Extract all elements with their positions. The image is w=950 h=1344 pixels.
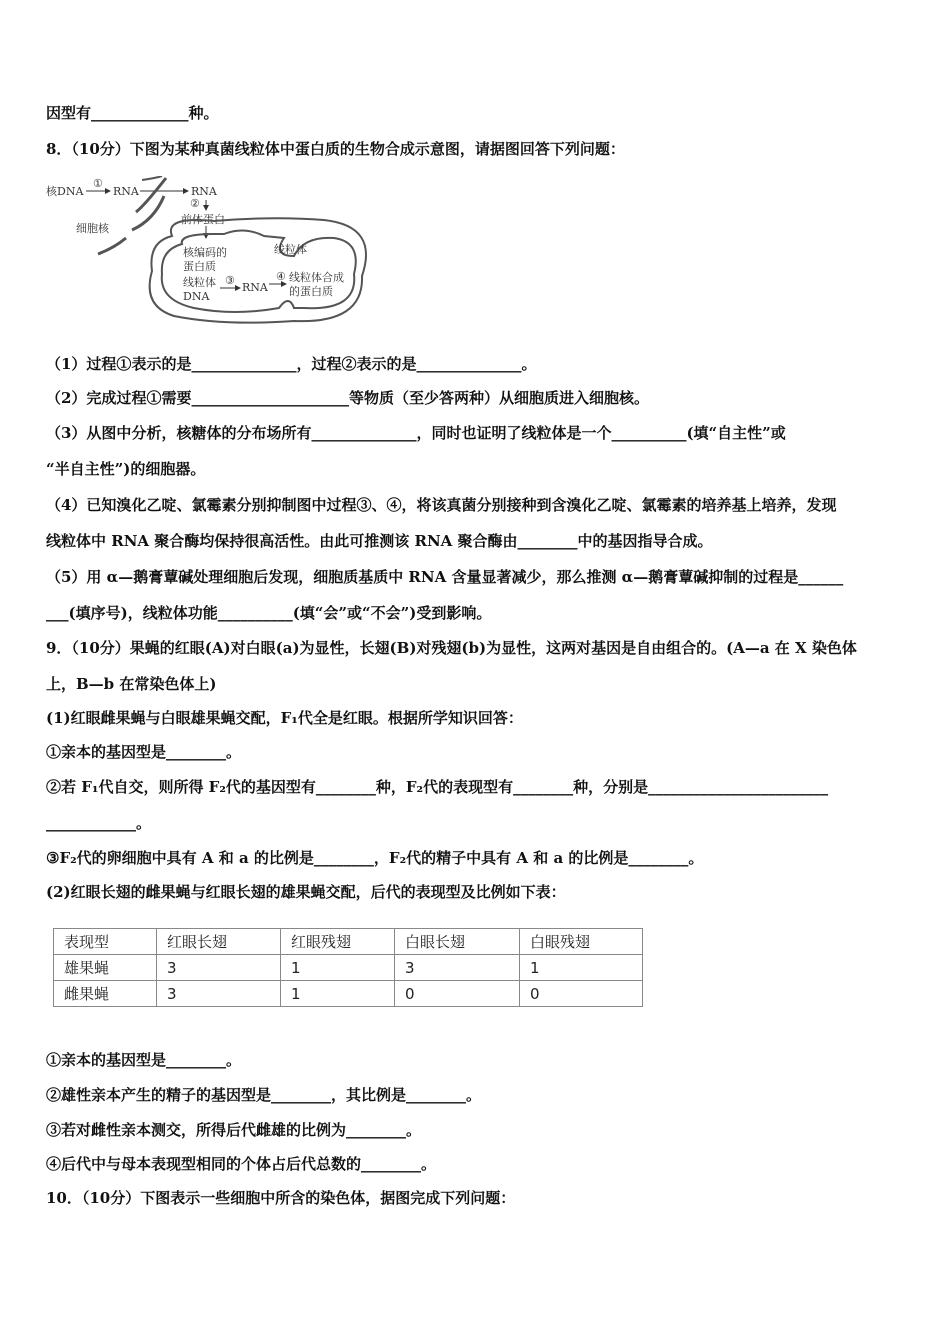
label-nuclear-encoded-2: 蛋白质: [183, 260, 216, 273]
q9-part1-item2: ②若 F₁代自交，则所得 F₂代的基因型有________种，F₂代的表现型有________种，分别是________________________: [46, 778, 829, 796]
q8-part3: （3）从图中分析，核糖体的分布场所有______________，同时也证明了线粒体是一个__________(填“自主性”或: [46, 424, 786, 442]
q9-part2-item2: ②雄性亲本产生的精子的基因型是________，其比例是________。: [46, 1086, 482, 1104]
label-nucleus: 细胞核: [76, 222, 109, 235]
table-cell: 1: [281, 981, 395, 1007]
q9-part1-item3: ③F₂代的卵细胞中具有 A 和 a 的比例是________，F₂代的精子中具有 A 和 a 的比例是________。: [46, 849, 704, 867]
label-nuclear-dna: 核DNA: [46, 185, 84, 198]
nuclear-envelope-arc-1: [136, 178, 166, 212]
q9-part2: (2)红眼长翅的雌果蝇与红眼长翅的雄果蝇交配，后代的表现型及比例如下表：: [46, 883, 566, 901]
nuclear-envelope-top: [142, 176, 162, 180]
table-row: [54, 955, 643, 981]
table-cell: 雌果蝇: [54, 981, 157, 1007]
question-8-heading: 8．（10分）下图为某种真菌线粒体中蛋白质的生物合成示意图，请据图回答下列问题：: [46, 140, 625, 158]
table-row: [54, 981, 643, 1007]
q8-part4: （4）已知溴化乙啶、氯霉素分别抑制图中过程③、④，将该真菌分别接种到含溴化乙啶、氯霉素的培养基上培养，发现: [46, 496, 837, 514]
label-rna-1: RNA: [113, 185, 139, 198]
question-9-heading: 9．（10分）果蝇的红眼(A)对白眼(a)为显性，长翅(B)对残翅(b)为显性，这两对基因是自由组合的。(A—a 在 X 染色体: [46, 639, 857, 657]
table-cell: 1: [281, 955, 395, 981]
phenotype-table: [53, 928, 643, 1007]
table-cell: 3: [157, 955, 281, 981]
q9-part1-item1: ①亲本的基因型是________。: [46, 743, 242, 761]
mitochondrial-protein-synthesis-diagram: [44, 176, 374, 326]
table-cell: 3: [157, 981, 281, 1007]
table-header-cell: 红眼长翅: [157, 929, 281, 955]
label-rna-2: RNA: [191, 185, 217, 198]
q8-part1: （1）过程①表示的是______________，过程②表示的是______________。: [46, 355, 537, 373]
q8-part4-cont: 线粒体中 RNA 聚合酶均保持很高活性。由此可推测该 RNA 聚合酶由________中的基因指导合成。: [46, 532, 713, 550]
label-precursor-protein: 前体蛋白: [181, 213, 225, 226]
label-nuclear-encoded-1: 核编码的: [183, 246, 227, 259]
q9-part2-item3: ③若对雌性亲本测交，所得后代雌雄的比例为________。: [46, 1121, 422, 1139]
q8-part3-cont: “半自主性”)的细胞器。: [46, 460, 206, 478]
table-cell: 1: [520, 955, 643, 981]
label-mitochondrion: 线粒体: [274, 243, 307, 256]
label-rna-3: RNA: [242, 281, 268, 294]
label-mt-synth-2: 的蛋白质: [289, 285, 333, 298]
table-header-cell: 白眼长翅: [395, 929, 520, 955]
table-cell: 0: [395, 981, 520, 1007]
q8-part2: （2）完成过程①需要_____________________等物质（至少答两种）从细胞质进入细胞核。: [46, 389, 649, 407]
text-line: 因型有_____________种。: [46, 104, 219, 122]
label-step1: ①: [93, 177, 103, 190]
table-header-cell: 白眼残翅: [520, 929, 643, 955]
table-header-cell: 红眼残翅: [281, 929, 395, 955]
nuclear-envelope-arc-3: [98, 238, 126, 254]
label-mt-dna-1: 线粒体: [183, 276, 216, 289]
table-cell: 0: [520, 981, 643, 1007]
table-header-row: [54, 929, 643, 955]
label-mt-synth-1: 线粒体合成: [289, 271, 344, 284]
q9-part2-item1: ①亲本的基因型是________。: [46, 1051, 242, 1069]
q9-part1: (1)红眼雌果蝇与白眼雄果蝇交配，F₁代全是红眼。根据所学知识回答：: [46, 709, 523, 727]
q8-part5-cont: ___(填序号)，线粒体功能__________(填“会”或“不会”)受到影响。: [46, 604, 492, 622]
label-step3: ③: [225, 274, 235, 287]
question-10-heading: 10．（10分）下图表示一些细胞中所含的染色体，据图完成下列问题：: [46, 1189, 516, 1207]
label-step4: ④: [276, 270, 286, 283]
question-9-heading-cont: 上，B—b 在常染色体上): [46, 675, 217, 693]
table-header-cell: 表现型: [54, 929, 157, 955]
label-step2: ②: [190, 197, 200, 210]
q9-part1-item2-cont: ____________。: [46, 814, 152, 832]
table-cell: 3: [395, 955, 520, 981]
label-mt-dna-2: DNA: [183, 290, 210, 303]
q9-part2-item4: ④后代中与母本表现型相同的个体占后代总数的________。: [46, 1155, 437, 1173]
q8-part5: （5）用 α—鹅膏蕈碱处理细胞后发现，细胞质基质中 RNA 含量显著减少，那么推测 α—鹅膏蕈碱抑制的过程是______: [46, 568, 844, 586]
table-cell: 雄果蝇: [54, 955, 157, 981]
